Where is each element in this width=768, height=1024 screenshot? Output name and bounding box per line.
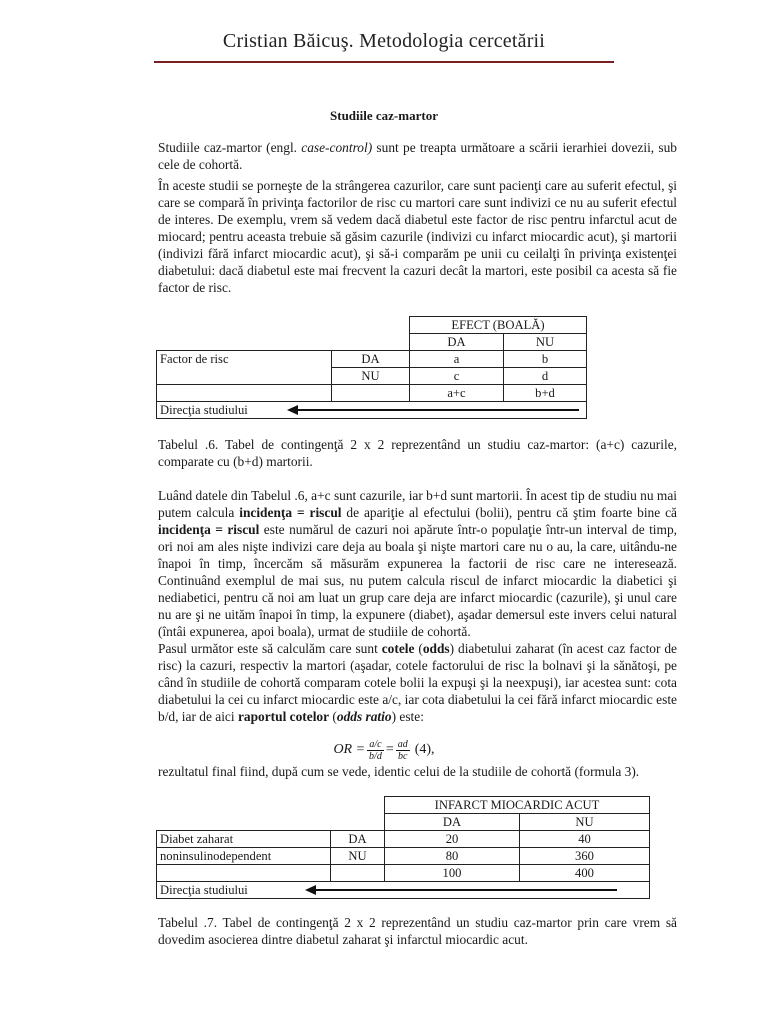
formula-equals: = (385, 742, 394, 757)
table1-row-nu: NU (332, 368, 410, 385)
table1-total-ac: a+c (410, 385, 504, 402)
p4-text-2: ( (414, 641, 423, 656)
paragraph-intro (158, 139, 677, 173)
table1-col-da: DA (410, 334, 504, 351)
p4-bold-raport: raportul cotelor (237, 709, 330, 724)
p1-text-c: sunt pe treapta următoare a scării ierarhiei dovezii, sub cele de cohortă. (158, 140, 677, 172)
formula-ref: (4), (414, 742, 435, 757)
table2-total-ac: 100 (385, 865, 520, 882)
table1-row-da: DA (332, 351, 410, 368)
table2-row-label-2: noninsulinodependent (157, 848, 331, 865)
p4-bold-odds: odds (422, 641, 450, 656)
table1-cell-c: c (410, 368, 504, 385)
formula-f1-den: b/d (369, 750, 382, 762)
table1-total-bd: b+d (504, 385, 587, 402)
p4-text-3: ) diabetului zaharat (în acest caz factor de risc) la cazuri, respectiv la martori (aşadar, cotele factorului de risc la bolnavi şi la sănătoşi, pe când în studiile de cohortă comparam cotele bolii la expuşi şi la neexpuşi), iar acestea sunt: cota diabetului la cei cu infarct miocardic este a/c, iar cota diabetului la cei fără infarct miocardic este b/d, iar de aici (158, 641, 678, 724)
p1-term-italic: case-control) (301, 140, 373, 155)
p3-bold-2: incidenţa = riscul (158, 522, 260, 537)
contingency-table-2 (156, 796, 650, 899)
direction-arrow-icon (289, 409, 579, 411)
table2-direction-row (157, 882, 650, 899)
table1-cell-b: b (504, 351, 587, 368)
direction-arrow-icon (307, 889, 617, 891)
paragraph-odds (158, 640, 677, 725)
table1-header: EFECT (BOALĂ) (410, 317, 587, 334)
p1-text-a: Studiile caz-martor (engl. (158, 140, 302, 155)
formula-fraction-2 (396, 739, 410, 762)
table2-row-da: DA (331, 831, 385, 848)
caption-table-7: Tabelul .7. Tabel de contingenţă 2 x 2 reprezentând un studiu caz-martor prin care vrem să dovedim asocierea dintre diabetul zaharat şi infarctul miocardic acut. (158, 915, 677, 947)
table1-direction-label: Direcţia studiului (160, 403, 248, 417)
caption-table-6: Tabelul .6. Tabel de contingenţă 2 x 2 reprezentând un studiu caz-martor: (a+c) cazurile, comparate cu (b+d) martorii. (158, 437, 677, 469)
section-title: Studiile caz-martor (330, 108, 438, 123)
table2-cell-a: 20 (385, 831, 520, 848)
table1-cell-d: d (504, 368, 587, 385)
table2-row-label-1: Diabet zaharat (157, 831, 331, 848)
formula-f2-den: bc (398, 750, 408, 762)
formula-odds-ratio (0, 736, 768, 764)
paragraph-method: În aceste studii se porneşte de la strângerea cazurilor, care sunt pacienţi care au suferit efectul, şi care se compară în privinţa factorilor de risc cu martori care sunt indivizi ce nu au suferit efectul de interes. De exemplu, vrem să vedem dacă diabetul este factor de risc pentru infarctul acut de miocard; pentru aceasta trebuie să găsim cazurile (indivizi cu infarct miocardic acut), şi martorii (indivizi fără infarct miocardic acut), şi să-i comparăm pe unii cu ceilalţi în privinţa existenţei diabetului: dacă diabetul este mai frecvent la cazuri decât la martori, este posibil ca acesta să fie factor de risc. (158, 178, 677, 295)
p3-text-2: de apariţie al efectului (bolii), pentru că ştim foarte bine că (341, 505, 678, 520)
table1-col-nu: NU (504, 334, 587, 351)
table2-cell-d: 360 (520, 848, 650, 865)
header-rule (154, 61, 614, 63)
p4-bold-italic-odds-ratio: odds ratio (336, 709, 392, 724)
p3-text-1: Luând datele din Tabelul .6, a+c sunt cazurile, iar b+d sunt martorii. În acest tip de studiu nu mai putem calcula (158, 488, 677, 520)
table2-col-nu: NU (520, 814, 650, 831)
table2-header: INFARCT MIOCARDIC ACUT (385, 797, 650, 814)
formula-fraction-1 (367, 739, 384, 762)
table1-cell-a: a (410, 351, 504, 368)
formula-f2-num: ad (397, 738, 408, 750)
p4-bold-cotele: cotele (381, 641, 415, 656)
formula-lhs: OR = (333, 742, 366, 757)
table2-cell-b: 40 (520, 831, 650, 848)
table1-row-label: Factor de risc (157, 351, 332, 385)
table2-col-da: DA (385, 814, 520, 831)
paragraph-result: rezultatul final fiind, după cum se vede, identic celui de la studiile de cohortă (formula 3). (158, 764, 640, 779)
p4-text-4: ( (329, 709, 337, 724)
formula-f1-num: a/c (369, 738, 382, 750)
p3-text-3: este numărul de cazuri noi apărute într-o populaţie într-un interval de timp, ori noi am ales nişte indivizi care deja au boala şi nişte martori care nu o au, la care, uitându-ne înapoi în timp, încercăm să măsurăm expunerea la factorii de risc care ne interesează. Continuând exemplul de mai sus, nu putem calcula riscul de infarct miocardic la diabetici şi nediabetici, pentru că noi am luat un grup care deja are infarct miocardic (cazurile), şi unul care nu are şi ne uităm înapoi în timp, la expunere (diabet), aşadar demersul este invers celui natural (întâi expunerea, apoi boala), urmat de studiile de cohortă. (158, 522, 677, 639)
contingency-table-1 (156, 316, 587, 419)
p4-text-1: Pasul următor este să calculăm care sunt (158, 641, 382, 656)
table2-total-bd: 400 (520, 865, 650, 882)
paragraph-incidence (158, 487, 677, 640)
table2-direction-label: Direcţia studiului (160, 883, 248, 897)
table1-direction-row (157, 402, 587, 419)
table2-row-nu: NU (331, 848, 385, 865)
p4-text-5: ) este: (391, 709, 424, 724)
p3-bold-1: incidenţa = riscul (239, 505, 342, 520)
table2-cell-c: 80 (385, 848, 520, 865)
page-header-title: Cristian Băicuş. Metodologia cercetării (222, 30, 546, 52)
